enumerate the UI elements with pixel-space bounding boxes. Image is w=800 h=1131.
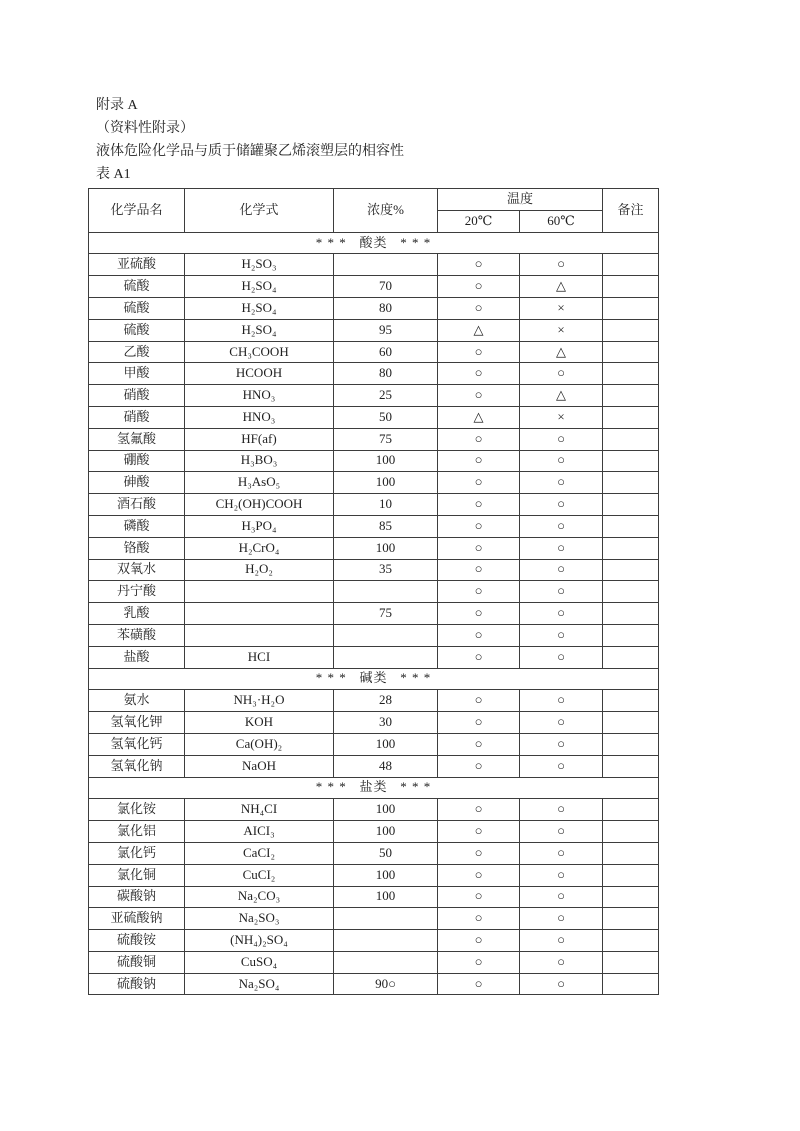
formula-cell: KOH [185,712,334,734]
temp-60-result-cell: × [520,406,603,428]
remark-cell [603,450,659,472]
chemical-name-cell: 硫酸铵 [89,930,185,952]
header-formula: 化学式 [185,189,334,233]
concentration-cell: 100 [334,821,438,843]
remark-cell [603,537,659,559]
temp-20-result-cell: ○ [438,537,520,559]
chemical-name-cell: 硫酸 [89,297,185,319]
temp-20-result-cell: ○ [438,755,520,777]
document-headings [88,94,668,186]
concentration-cell: 100 [334,799,438,821]
remark-cell [603,755,659,777]
temp-20-result-cell: ○ [438,297,520,319]
chemical-name-cell: 双氧水 [89,559,185,581]
table-row [89,559,659,581]
remark-cell [603,973,659,995]
concentration-cell: 25 [334,385,438,407]
formula-cell: CuSO₄ [185,951,334,973]
remark-cell [603,864,659,886]
remark-cell [603,363,659,385]
temp-60-result-cell: ○ [520,864,603,886]
remark-cell [603,712,659,734]
temp-60-result-cell: ○ [520,472,603,494]
temp-60-result-cell: ○ [520,559,603,581]
chemical-name-cell: 氢氧化钙 [89,733,185,755]
temp-60-result-cell: ○ [520,886,603,908]
table-row [89,494,659,516]
chemical-name-cell: 盐酸 [89,646,185,668]
formula-cell: Na₂SO₄ [185,973,334,995]
appendix-title: 附录 A [96,98,138,113]
concentration-cell: 100 [334,733,438,755]
temp-20-result-cell: ○ [438,276,520,298]
formula-cell: H₂SO₄ [185,319,334,341]
table-row [89,886,659,908]
table-row [89,319,659,341]
concentration-cell: 75 [334,428,438,450]
chemical-name-cell: 氯化铜 [89,864,185,886]
temp-60-result-cell: ○ [520,363,603,385]
chemical-name-cell: 氯化铵 [89,799,185,821]
table-row [89,973,659,995]
section-row [89,232,659,254]
table-row [89,341,659,363]
temp-20-result-cell: ○ [438,864,520,886]
compatibility-table [88,188,659,995]
table-row [89,428,659,450]
remark-cell [603,559,659,581]
temp-60-result-cell: △ [520,276,603,298]
chemical-name-cell: 铬酸 [89,537,185,559]
chemical-name-cell: 亚硫酸钠 [89,908,185,930]
table-row [89,646,659,668]
chemical-name-cell: 氯化铝 [89,821,185,843]
temp-60-result-cell: ○ [520,712,603,734]
temp-60-result-cell: ○ [520,799,603,821]
temp-60-result-cell: ○ [520,908,603,930]
table-row [89,254,659,276]
formula-cell: Ca(OH)₂ [185,733,334,755]
temp-60-result-cell: ○ [520,733,603,755]
header-temperature: 温度 [438,189,603,211]
concentration-cell [334,908,438,930]
formula-cell [185,624,334,646]
chemical-name-cell: 甲酸 [89,363,185,385]
formula-cell: CaCI₂ [185,842,334,864]
formula-cell: H₂SO₄ [185,276,334,298]
chemical-name-cell: 乳酸 [89,603,185,625]
formula-cell: NH₄CI [185,799,334,821]
section-row [89,777,659,799]
formula-cell: H₂CrO₄ [185,537,334,559]
remark-cell [603,494,659,516]
formula-cell: H₃BO₃ [185,450,334,472]
temp-60-result-cell: × [520,297,603,319]
concentration-cell: 50 [334,842,438,864]
chemical-name-cell: 氨水 [89,690,185,712]
formula-cell: HCOOH [185,363,334,385]
concentration-cell: 100 [334,450,438,472]
chemical-name-cell: 碳酸钠 [89,886,185,908]
temp-20-result-cell: ○ [438,908,520,930]
concentration-cell: 80 [334,363,438,385]
table-row [89,297,659,319]
temp-20-result-cell: ○ [438,450,520,472]
formula-cell: H₃AsO₅ [185,472,334,494]
chemical-name-cell: 氢氧化钠 [89,755,185,777]
remark-cell [603,603,659,625]
concentration-cell: 90○ [334,973,438,995]
section-row [89,668,659,690]
temp-20-result-cell: ○ [438,799,520,821]
table-row [89,472,659,494]
formula-cell: H₃PO₄ [185,515,334,537]
concentration-cell: 75 [334,603,438,625]
concentration-cell: 70 [334,276,438,298]
concentration-cell: 100 [334,886,438,908]
table-row [89,537,659,559]
table-row [89,733,659,755]
formula-cell: CuCI₂ [185,864,334,886]
temp-60-result-cell: ○ [520,254,603,276]
remark-cell [603,385,659,407]
temp-20-result-cell: ○ [438,624,520,646]
concentration-cell: 100 [334,537,438,559]
chemical-name-cell: 酒石酸 [89,494,185,516]
formula-cell: HNO₃ [185,406,334,428]
formula-cell: Na₂SO₃ [185,908,334,930]
chemical-name-cell: 硼酸 [89,450,185,472]
table-row [89,690,659,712]
chemical-name-cell: 丹宁酸 [89,581,185,603]
temp-20-result-cell: ○ [438,559,520,581]
temp-20-result-cell: ○ [438,973,520,995]
chemical-name-cell: 磷酸 [89,515,185,537]
formula-cell [185,603,334,625]
remark-cell [603,799,659,821]
remark-cell [603,908,659,930]
concentration-cell: 100 [334,864,438,886]
formula-cell: NH₃·H₂O [185,690,334,712]
concentration-cell: 50 [334,406,438,428]
remark-cell [603,254,659,276]
temp-20-result-cell: ○ [438,341,520,363]
temp-20-result-cell: ○ [438,886,520,908]
remark-cell [603,341,659,363]
table-row [89,930,659,952]
table-row [89,842,659,864]
section-label: * * * 碱类 * * * [89,668,659,690]
formula-cell [185,581,334,603]
temp-60-result-cell: ○ [520,515,603,537]
remark-cell [603,646,659,668]
temp-60-result-cell: ○ [520,624,603,646]
remark-cell [603,472,659,494]
temp-20-result-cell: ○ [438,603,520,625]
table-body [89,232,659,995]
chemical-name-cell: 乙酸 [89,341,185,363]
header-temp-20: 20℃ [438,210,520,232]
concentration-cell [334,624,438,646]
concentration-cell [334,646,438,668]
concentration-cell: 85 [334,515,438,537]
remark-cell [603,690,659,712]
formula-cell: H₂SO₄ [185,297,334,319]
chemical-name-cell: 硫酸 [89,276,185,298]
concentration-cell: 100 [334,472,438,494]
temp-60-result-cell: ○ [520,951,603,973]
formula-cell: HNO₃ [185,385,334,407]
document-title: 液体危险化学品与质于储罐聚乙烯滚塑层的相容性 [96,144,404,159]
temp-20-result-cell: ○ [438,733,520,755]
temp-60-result-cell: ○ [520,537,603,559]
chemical-name-cell: 氢氟酸 [89,428,185,450]
header-chemical-name: 化学品名 [89,189,185,233]
temp-20-result-cell: ○ [438,646,520,668]
temp-20-result-cell: ○ [438,581,520,603]
table-row [89,821,659,843]
temp-20-result-cell: ○ [438,385,520,407]
temp-20-result-cell: ○ [438,712,520,734]
table-row [89,515,659,537]
concentration-cell: 48 [334,755,438,777]
temp-60-result-cell: ○ [520,428,603,450]
chemical-name-cell: 苯磺酸 [89,624,185,646]
remark-cell [603,515,659,537]
chemical-name-cell: 氢氧化钾 [89,712,185,734]
remark-cell [603,297,659,319]
remark-cell [603,624,659,646]
table-row [89,799,659,821]
temp-20-result-cell: ○ [438,515,520,537]
table-row [89,603,659,625]
remark-cell [603,319,659,341]
concentration-cell: 30 [334,712,438,734]
temp-20-result-cell: ○ [438,254,520,276]
concentration-cell: 28 [334,690,438,712]
formula-cell: AICI₃ [185,821,334,843]
chemical-name-cell: 硝酸 [89,406,185,428]
table-row [89,712,659,734]
concentration-cell [334,581,438,603]
formula-cell: Na₂CO₃ [185,886,334,908]
table-row [89,624,659,646]
remark-cell [603,842,659,864]
remark-cell [603,886,659,908]
table-row [89,363,659,385]
temp-60-result-cell: ○ [520,690,603,712]
table-row [89,406,659,428]
temp-20-result-cell: ○ [438,821,520,843]
page-content [88,94,668,995]
temp-60-result-cell: ○ [520,842,603,864]
appendix-subtitle: （资料性附录） [96,121,194,136]
chemical-name-cell: 硫酸铜 [89,951,185,973]
concentration-cell: 35 [334,559,438,581]
chemical-name-cell: 硫酸钠 [89,973,185,995]
remark-cell [603,951,659,973]
chemical-name-cell: 硝酸 [89,385,185,407]
temp-60-result-cell: ○ [520,603,603,625]
formula-cell: NaOH [185,755,334,777]
temp-20-result-cell: ○ [438,363,520,385]
table-row [89,755,659,777]
section-label: * * * 酸类 * * * [89,232,659,254]
formula-cell: H₂O₂ [185,559,334,581]
table-row [89,951,659,973]
temp-20-result-cell: ○ [438,494,520,516]
remark-cell [603,581,659,603]
temp-60-result-cell: × [520,319,603,341]
table-row [89,450,659,472]
temp-60-result-cell: ○ [520,930,603,952]
table-row [89,581,659,603]
temp-20-result-cell: △ [438,406,520,428]
concentration-cell [334,254,438,276]
formula-cell: H₂SO₃ [185,254,334,276]
concentration-cell: 60 [334,341,438,363]
remark-cell [603,406,659,428]
table-row [89,908,659,930]
temp-60-result-cell: ○ [520,494,603,516]
temp-60-result-cell: ○ [520,581,603,603]
concentration-cell [334,951,438,973]
temp-20-result-cell: ○ [438,842,520,864]
temp-20-result-cell: ○ [438,951,520,973]
formula-cell: CH₃COOH [185,341,334,363]
temp-20-result-cell: ○ [438,690,520,712]
chemical-name-cell: 硫酸 [89,319,185,341]
temp-20-result-cell: △ [438,319,520,341]
temp-60-result-cell: △ [520,341,603,363]
remark-cell [603,821,659,843]
chemical-name-cell: 砷酸 [89,472,185,494]
table-row [89,864,659,886]
temp-60-result-cell: △ [520,385,603,407]
remark-cell [603,733,659,755]
temp-60-result-cell: ○ [520,646,603,668]
formula-cell: HF(af) [185,428,334,450]
header-concentration: 浓度% [334,189,438,233]
temp-20-result-cell: ○ [438,428,520,450]
formula-cell: HCI [185,646,334,668]
concentration-cell [334,930,438,952]
table-caption: 表 A1 [96,167,131,182]
header-temp-60: 60℃ [520,210,603,232]
temp-60-result-cell: ○ [520,450,603,472]
temp-20-result-cell: ○ [438,930,520,952]
temp-60-result-cell: ○ [520,821,603,843]
remark-cell [603,930,659,952]
concentration-cell: 95 [334,319,438,341]
concentration-cell: 80 [334,297,438,319]
table-row [89,385,659,407]
chemical-name-cell: 亚硫酸 [89,254,185,276]
header-remarks: 备注 [603,189,659,233]
table-row [89,276,659,298]
remark-cell [603,276,659,298]
chemical-name-cell: 氯化钙 [89,842,185,864]
section-label: * * * 盐类 * * * [89,777,659,799]
table-header [89,189,659,233]
temp-60-result-cell: ○ [520,973,603,995]
formula-cell: CH₂(OH)COOH [185,494,334,516]
concentration-cell: 10 [334,494,438,516]
remark-cell [603,428,659,450]
temp-20-result-cell: ○ [438,472,520,494]
formula-cell: (NH₄)₂SO₄ [185,930,334,952]
temp-60-result-cell: ○ [520,755,603,777]
